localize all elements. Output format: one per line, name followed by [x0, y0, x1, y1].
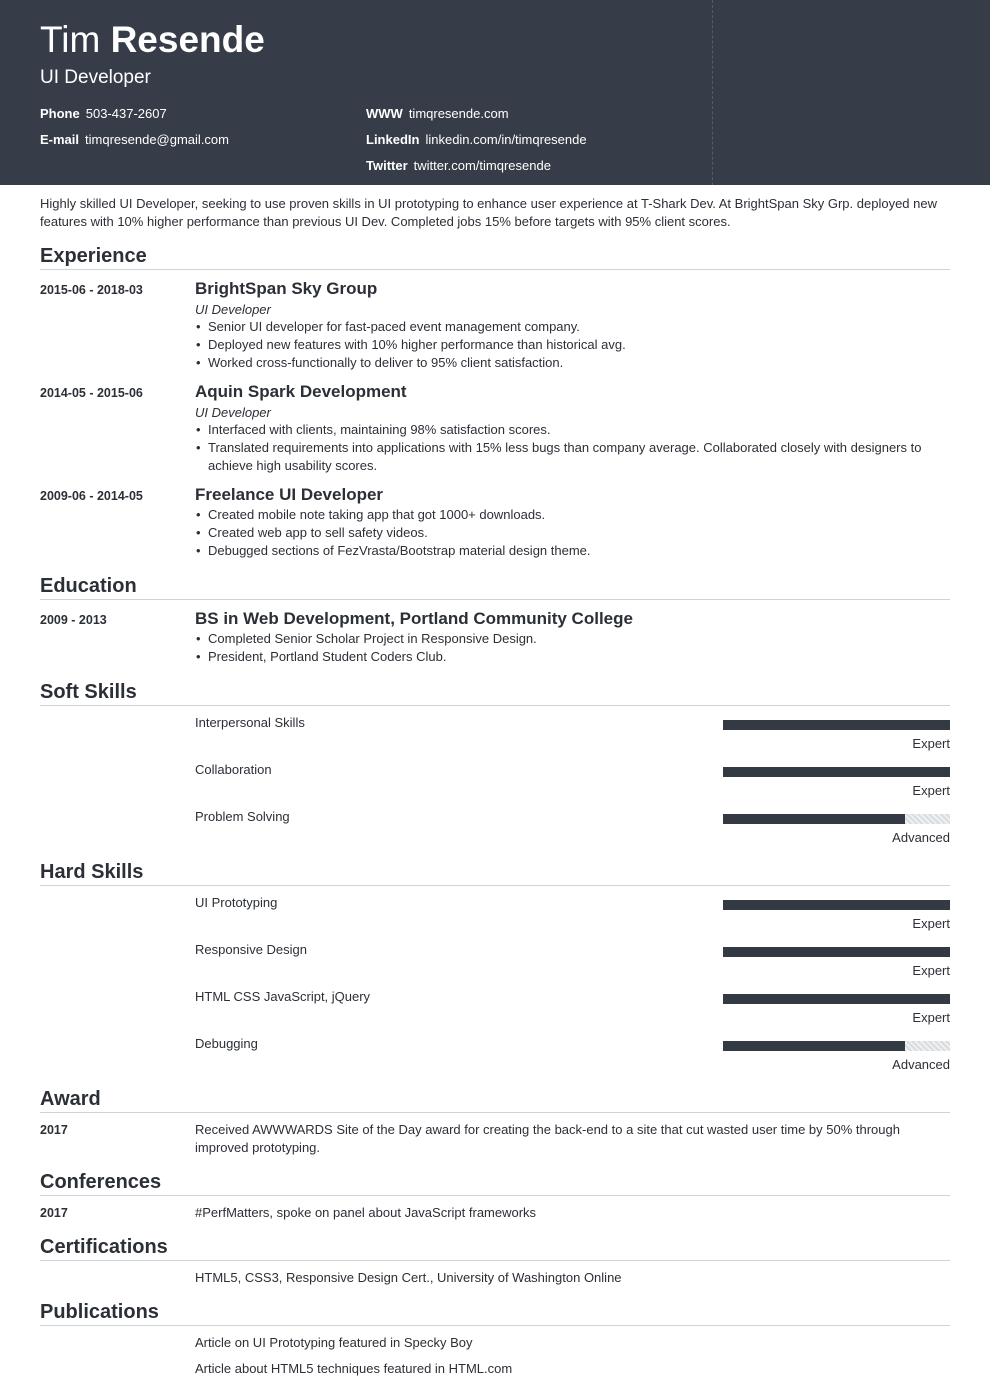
conference-year: 2017 — [40, 1206, 68, 1220]
skill-name: Responsive Design — [195, 942, 308, 957]
section-title-experience: Experience — [40, 244, 950, 270]
skill-name: Problem Solving — [195, 809, 290, 824]
section-title-education: Education — [40, 574, 950, 600]
experience-dates: 2009-06 - 2014-05 — [40, 489, 143, 503]
skill-level-fill — [723, 1041, 905, 1051]
contact-twitter-value: twitter.com/timqresende — [413, 158, 551, 173]
bullet-item: • Completed Senior Scholar Project in Responsive Design. — [195, 630, 935, 648]
section-title-hard-skills: Hard Skills — [40, 860, 950, 886]
contact-email-value: timqresende@gmail.com — [85, 132, 229, 147]
publication-item: Article about HTML5 techniques featured in HTML.com — [195, 1361, 513, 1376]
bullet-item: • Worked cross-functionally to deliver to 95% client satisfaction. — [195, 354, 935, 372]
skill-level-bar — [723, 767, 950, 777]
contact-linkedin-value: linkedin.com/in/timqresende — [425, 132, 587, 147]
skill-level-label: Advanced — [892, 1057, 950, 1072]
experience-company: Freelance UI Developer — [195, 485, 384, 504]
job-title: UI Developer — [40, 67, 151, 88]
bullet-item: • Senior UI developer for fast-paced event management company. — [195, 318, 935, 336]
education-dates: 2009 - 2013 — [40, 613, 107, 627]
contact-email-label: E-mail — [40, 132, 80, 147]
skill-level-bar — [723, 814, 950, 824]
skill-name: Collaboration — [195, 762, 272, 777]
section-title-conferences: Conferences — [40, 1170, 950, 1196]
contact-phone-value: 503-437-2607 — [85, 106, 167, 121]
first-name: Tim — [40, 19, 101, 60]
bullet-item: • Interfaced with clients, maintaining 98% satisfaction scores. — [195, 421, 935, 439]
contact-linkedin — [366, 132, 587, 148]
last-name: Resende — [110, 19, 265, 60]
experience-bullets — [195, 506, 935, 560]
contact-twitter — [366, 158, 551, 174]
bullet-item: • Translated requirements into applications with 15% less bugs than company average. Collaborated closely with designers to achieve high usability scores. — [195, 439, 935, 475]
contact-twitter-label: Twitter — [366, 158, 408, 173]
certification-text: HTML5, CSS3, Responsive Design Cert., University of Washington Online — [195, 1270, 622, 1285]
experience-company: Aquin Spark Development — [195, 382, 407, 401]
skill-level-fill — [723, 900, 950, 910]
skill-level-bar — [723, 900, 950, 910]
contact-www-value: timqresende.com — [408, 106, 509, 121]
section-title-certifications: Certifications — [40, 1235, 950, 1261]
skill-level-label: Expert — [912, 1010, 950, 1025]
contact-phone-label: Phone — [40, 106, 80, 121]
contact-linkedin-label: LinkedIn — [366, 132, 420, 147]
experience-dates: 2015-06 - 2018-03 — [40, 283, 143, 297]
experience-role: UI Developer — [195, 302, 271, 317]
experience-bullets — [195, 318, 935, 372]
skill-level-label: Expert — [912, 963, 950, 978]
summary-text: Highly skilled UI Developer, seeking to use proven skills in UI prototyping to enhance user experience at T-Shark Dev. At BrightSpan Sky Grp. deployed new features with 10% higher performance than previous UI Dev. Completed jobs 15% before targets with 95% client scores. — [40, 196, 937, 229]
skill-level-bar — [723, 720, 950, 730]
publication-item: Article on UI Prototyping featured in Specky Boy — [195, 1335, 473, 1350]
skill-level-fill — [723, 814, 905, 824]
conference-text: #PerfMatters, spoke on panel about JavaScript frameworks — [195, 1205, 537, 1220]
bullet-item: • Deployed new features with 10% higher performance than historical avg. — [195, 336, 935, 354]
contact-phone — [40, 106, 167, 122]
award-text: Received AWWWARDS Site of the Day award for creating the back-end to a site that cut wasted user time by 50% through improved prototyping. — [195, 1122, 900, 1155]
candidate-name — [40, 18, 265, 62]
skill-level-label: Expert — [912, 916, 950, 931]
skill-level-label: Expert — [912, 783, 950, 798]
experience-dates: 2014-05 - 2015-06 — [40, 386, 143, 400]
skill-level-label: Expert — [912, 736, 950, 751]
education-bullets — [195, 630, 935, 666]
skill-name: UI Prototyping — [195, 895, 278, 910]
section-title-publications: Publications — [40, 1300, 950, 1326]
skill-level-fill — [723, 947, 950, 957]
contact-www — [366, 106, 509, 122]
bullet-item: • Debugged sections of FezVrasta/Bootstrap material design theme. — [195, 542, 935, 560]
skill-name: Debugging — [195, 1036, 258, 1051]
bullet-item: • Created mobile note taking app that got 1000+ downloads. — [195, 506, 935, 524]
skill-level-label: Advanced — [892, 830, 950, 845]
bullet-item: • President, Portland Student Coders Club. — [195, 648, 935, 666]
bullet-item: • Created web app to sell safety videos. — [195, 524, 935, 542]
resume-header — [0, 0, 990, 185]
education-degree: BS in Web Development, Portland Community College — [195, 609, 633, 628]
section-title-award: Award — [40, 1087, 950, 1113]
award-year: 2017 — [40, 1123, 68, 1137]
contact-www-label: WWW — [366, 106, 403, 121]
contact-email — [40, 132, 229, 148]
skill-name: Interpersonal Skills — [195, 715, 305, 730]
experience-bullets — [195, 421, 935, 475]
skill-level-fill — [723, 994, 950, 1004]
skill-level-bar — [723, 1041, 950, 1051]
skill-level-fill — [723, 767, 950, 777]
experience-role: UI Developer — [195, 405, 271, 420]
skill-name: HTML CSS JavaScript, jQuery — [195, 989, 371, 1004]
header-divider — [712, 0, 713, 185]
experience-company: BrightSpan Sky Group — [195, 279, 378, 298]
skill-level-fill — [723, 720, 950, 730]
section-title-soft-skills: Soft Skills — [40, 680, 950, 706]
skill-level-bar — [723, 947, 950, 957]
skill-level-bar — [723, 994, 950, 1004]
